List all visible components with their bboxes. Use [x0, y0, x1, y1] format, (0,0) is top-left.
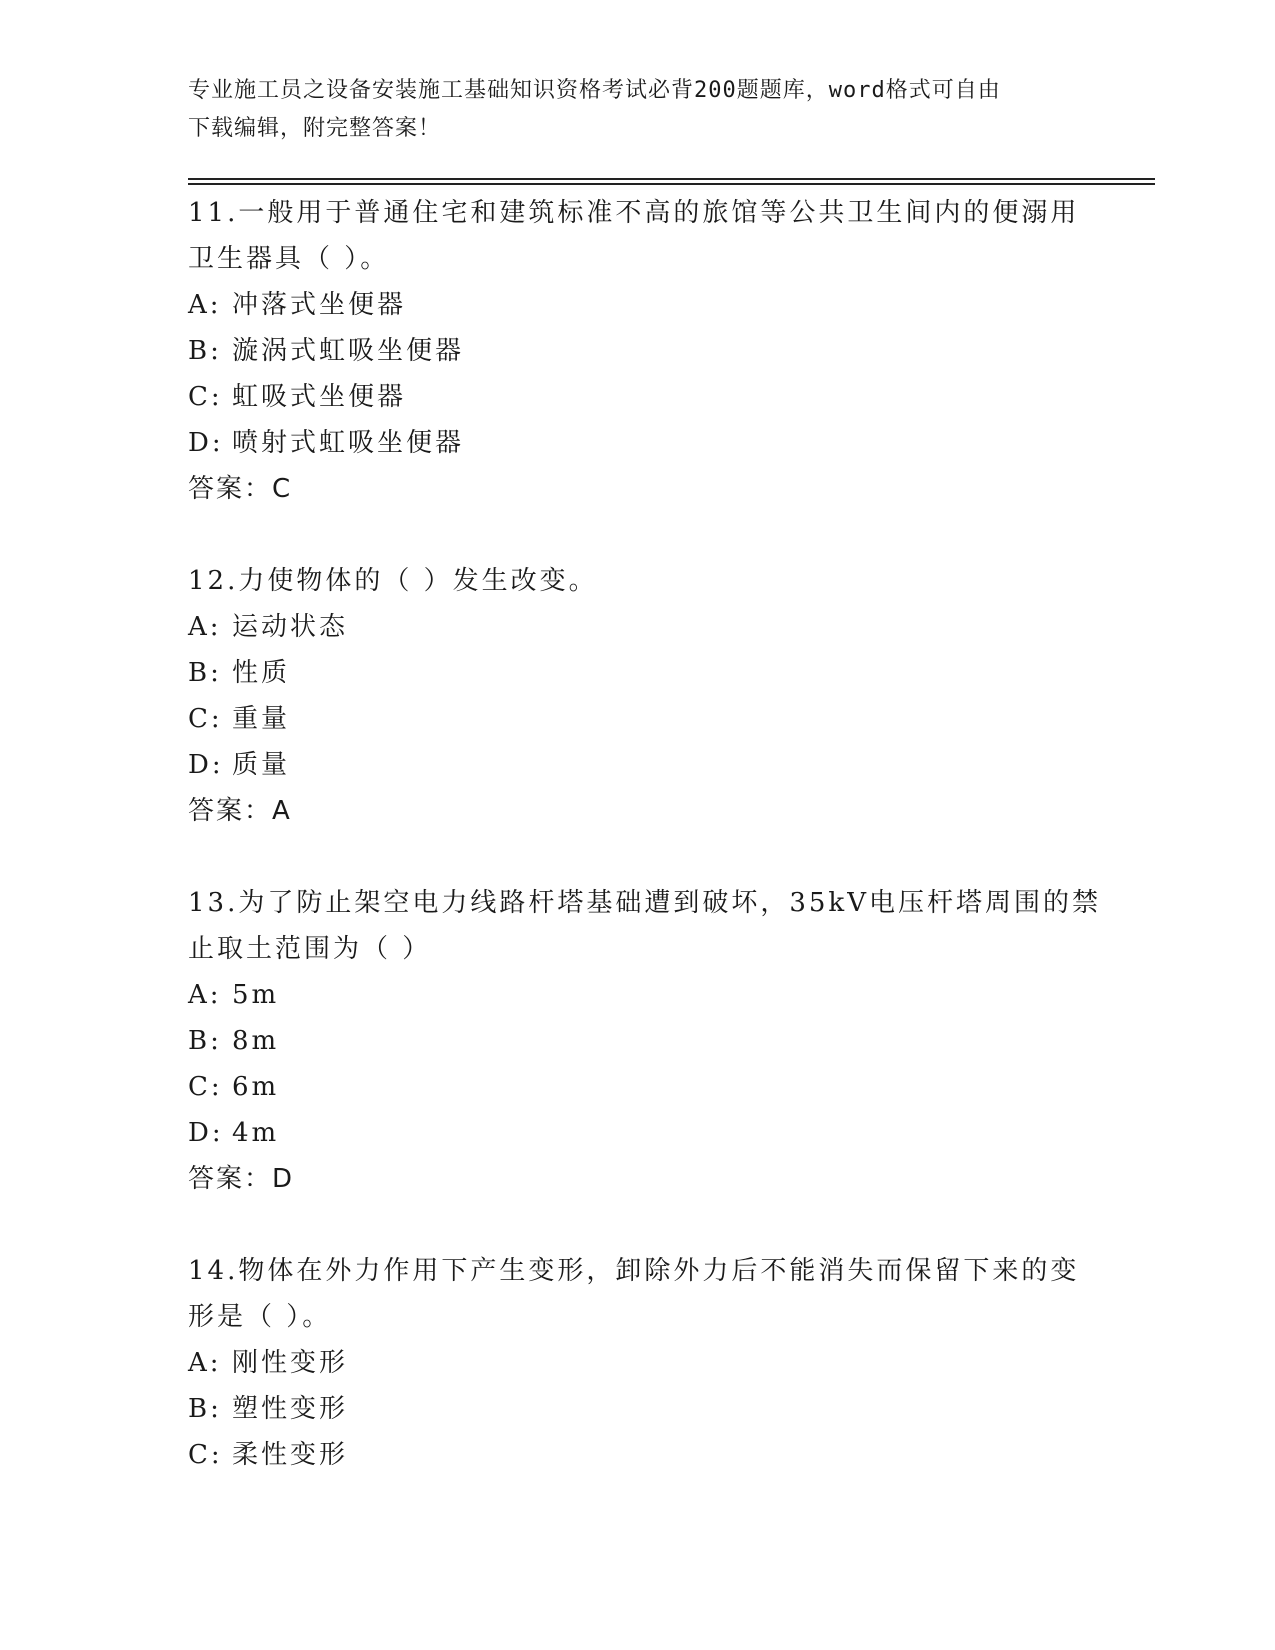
option-text: 喷射式虹吸坐便器 [232, 428, 465, 458]
option-text: 5m [232, 980, 280, 1010]
option-key: D: [188, 750, 224, 780]
option-text: 柔性变形 [232, 1440, 349, 1470]
question-13 [188, 880, 1118, 1202]
option-text: 重量 [232, 704, 291, 734]
header-line-1: 专业施工员之设备安装施工基础知识资格考试必背200题题库，word格式可自由 [188, 78, 1001, 103]
option-key: D: [188, 428, 224, 458]
option-text: 性质 [232, 658, 291, 688]
option-key: C: [188, 704, 223, 734]
option-b [188, 650, 1118, 696]
option-b [188, 328, 1118, 374]
option-key: C: [188, 382, 223, 412]
header-divider-bottom [188, 183, 1155, 185]
question-stem-continued: 形是（ ）。 [188, 1302, 332, 1332]
question-14 [188, 1248, 1118, 1478]
question-11 [188, 190, 1118, 512]
option-key: C: [188, 1440, 223, 1470]
option-a [188, 972, 1118, 1018]
question-stem-continued: 止取土范围为（ ） [188, 934, 432, 964]
option-key: C: [188, 1072, 223, 1102]
option-text: 冲落式坐便器 [232, 290, 407, 320]
question-stem: 13.为了防止架空电力线路杆塔基础遭到破坏，35kV电压杆塔周围的禁 [188, 888, 1101, 918]
document-header [188, 72, 1068, 148]
option-key: B: [188, 336, 222, 366]
question-12 [188, 558, 1118, 834]
option-c [188, 1432, 1118, 1478]
option-text: 4m [232, 1118, 280, 1148]
option-key: A: [188, 1348, 222, 1378]
answer-line: 答案：D [188, 1164, 295, 1194]
answer-line: 答案：C [188, 474, 293, 504]
question-stem-continued: 卫生器具（ ）。 [188, 244, 390, 274]
option-text: 6m [232, 1072, 280, 1102]
header-line-2: 下载编辑，附完整答案！ [188, 116, 442, 141]
option-key: A: [188, 290, 222, 320]
option-text: 运动状态 [232, 612, 349, 642]
option-key: A: [188, 980, 222, 1010]
option-a [188, 1340, 1118, 1386]
option-text: 8m [232, 1026, 280, 1056]
question-stem: 14.物体在外力作用下产生变形，卸除外力后不能消失而保留下来的变 [188, 1256, 1080, 1286]
option-text: 虹吸式坐便器 [232, 382, 407, 412]
option-d [188, 420, 1118, 466]
header-divider-top [188, 178, 1155, 180]
option-b [188, 1386, 1118, 1432]
option-text: 塑性变形 [232, 1394, 349, 1424]
question-stem: 11.一般用于普通住宅和建筑标准不高的旅馆等公共卫生间内的便溺用 [188, 198, 1080, 228]
option-text: 质量 [232, 750, 291, 780]
option-d [188, 742, 1118, 788]
option-a [188, 282, 1118, 328]
option-key: A: [188, 612, 222, 642]
option-key: B: [188, 1026, 222, 1056]
option-text: 漩涡式虹吸坐便器 [232, 336, 465, 366]
option-b [188, 1018, 1118, 1064]
option-c [188, 1064, 1118, 1110]
option-text: 刚性变形 [232, 1348, 349, 1378]
option-key: B: [188, 658, 222, 688]
option-a [188, 604, 1118, 650]
option-key: D: [188, 1118, 224, 1148]
question-list [188, 190, 1118, 1478]
option-c [188, 374, 1118, 420]
option-c [188, 696, 1118, 742]
option-key: B: [188, 1394, 222, 1424]
question-stem: 12.力使物体的（ ）发生改变。 [188, 566, 598, 596]
option-d [188, 1110, 1118, 1156]
answer-line: 答案：A [188, 796, 292, 826]
